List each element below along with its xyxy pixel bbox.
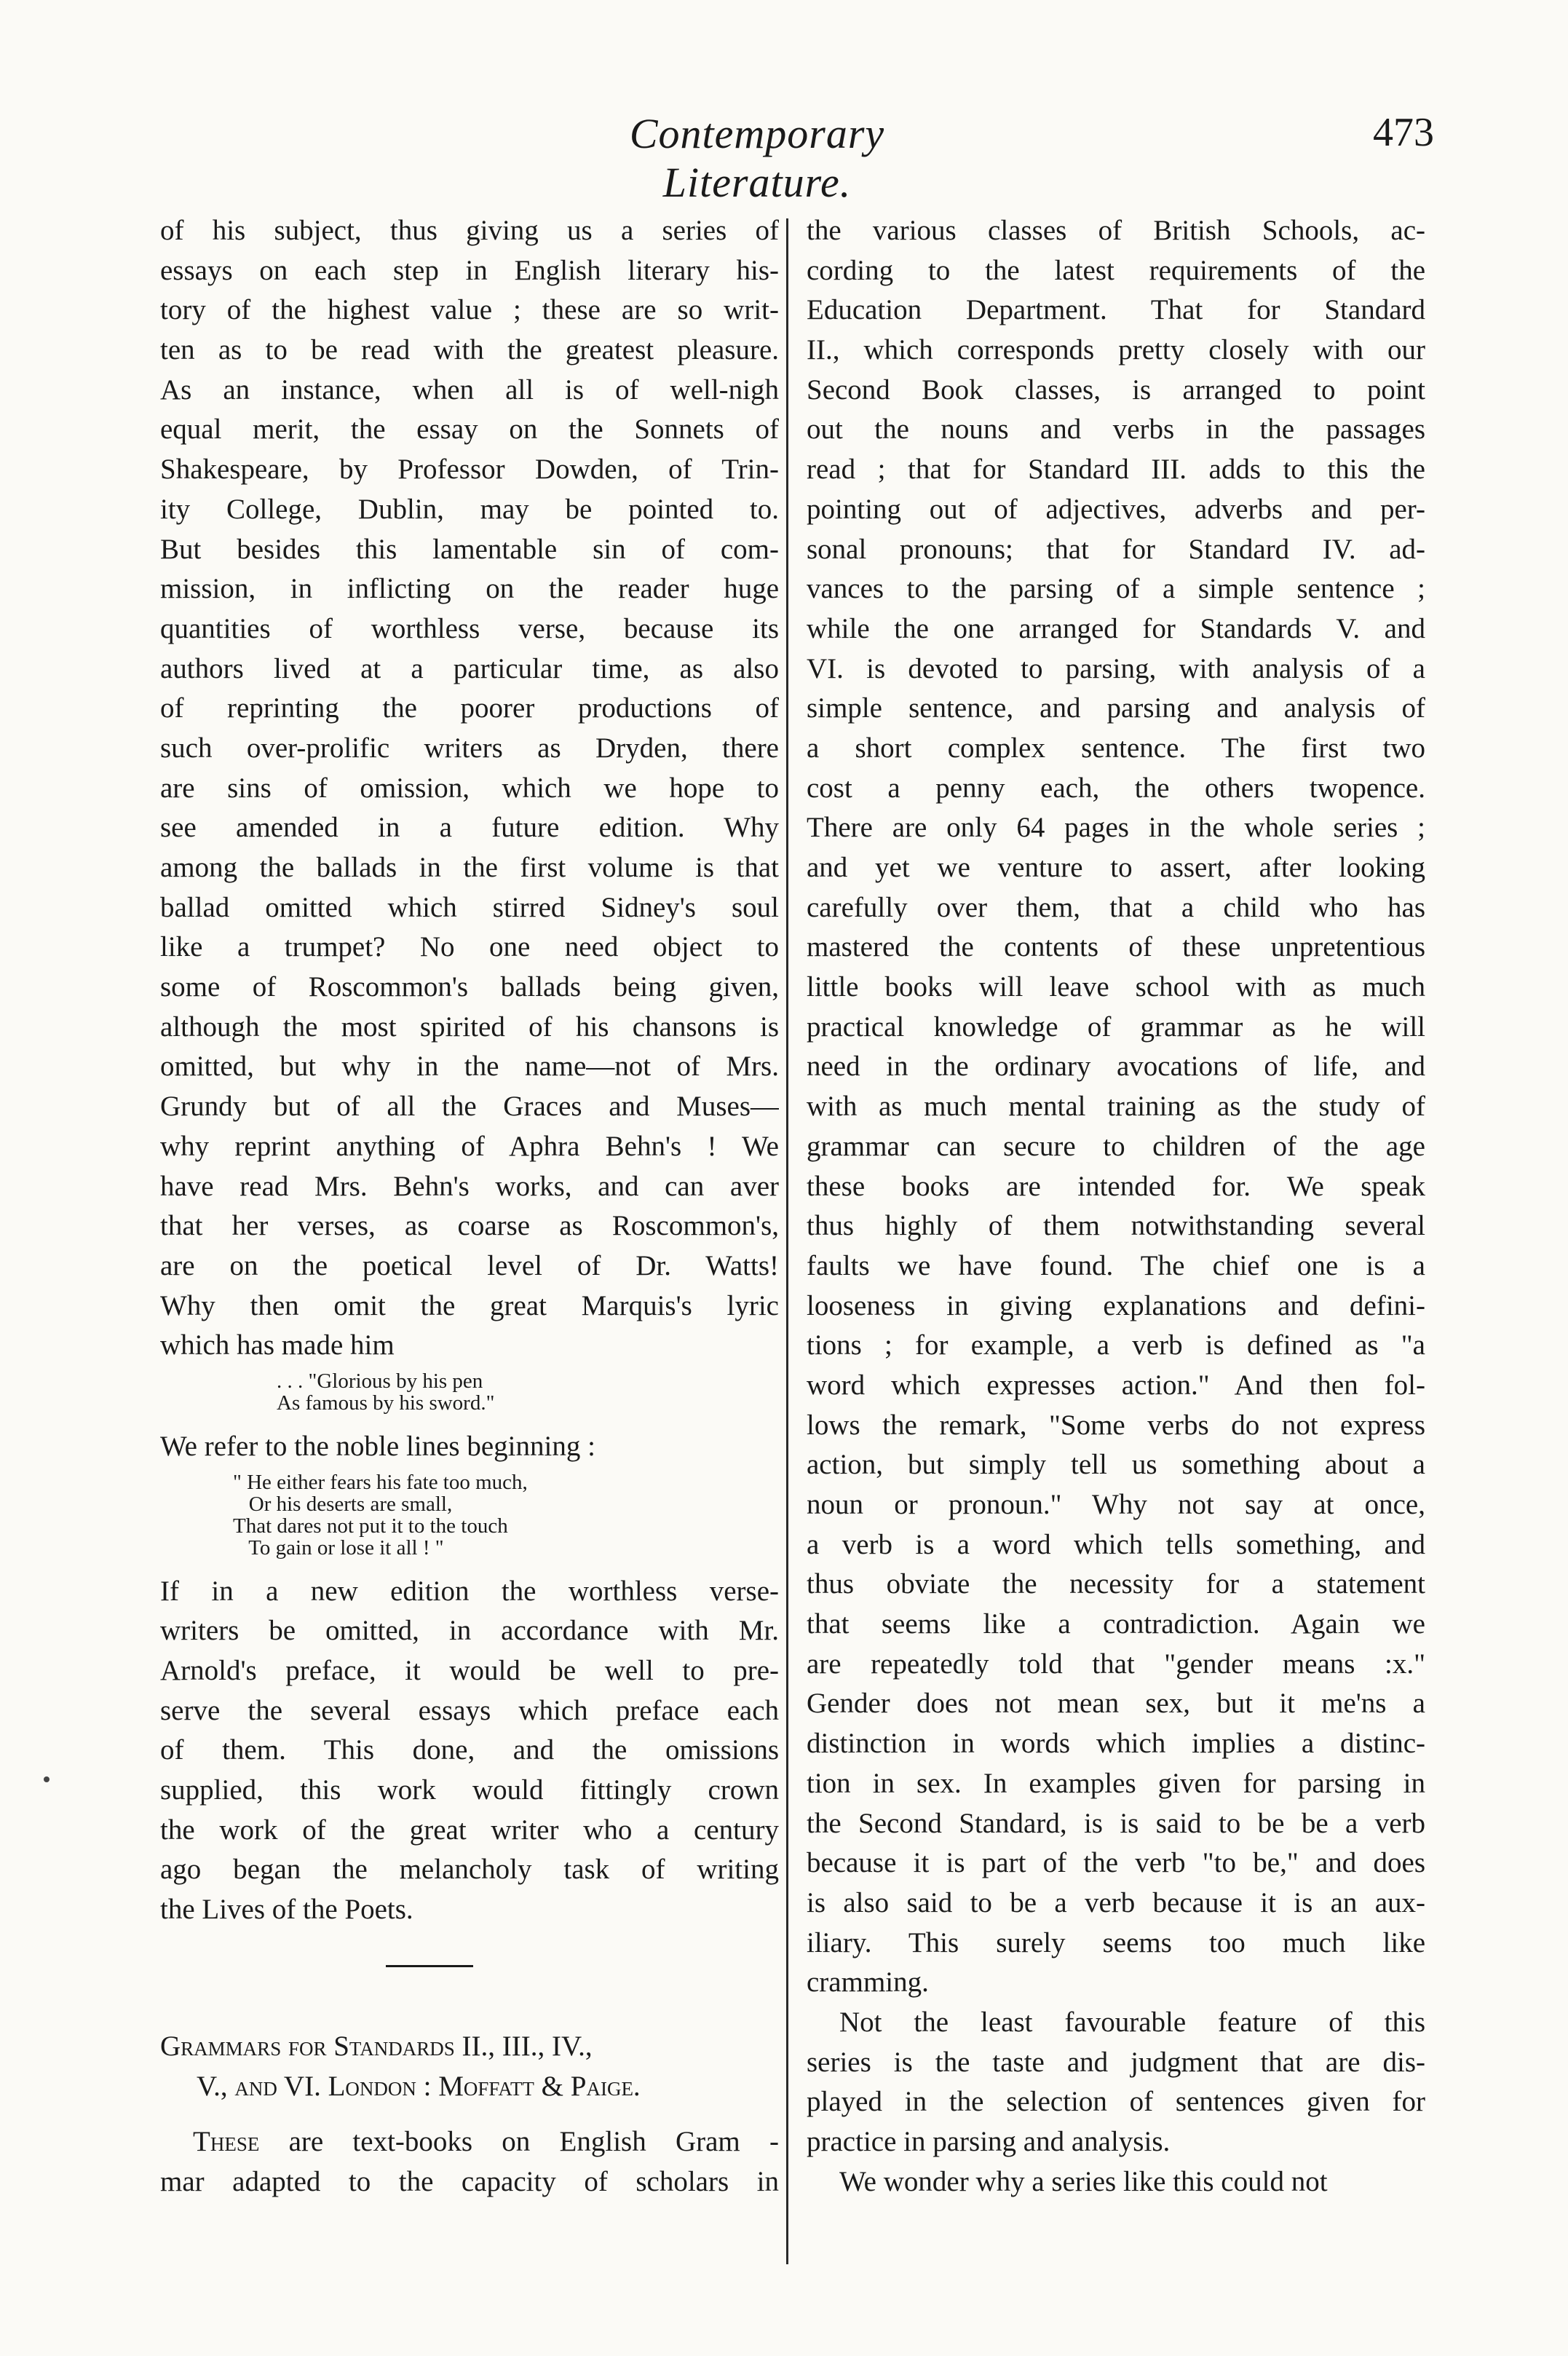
text-line: while the one arranged for Standards V. and [807, 612, 1425, 644]
text-line: sonal pronouns; that for Standard IV. ad- [807, 533, 1425, 565]
text-line: distinction in words which implies a distinc- [807, 1728, 1425, 1760]
text-line: ago began the melancholy task of writing [160, 1854, 779, 1886]
text-line: a verb is a word which tells something, and [807, 1528, 1425, 1560]
text-line: Arnold's preface, it would be well to pre- [160, 1655, 779, 1686]
text-line: are on the poetical level of Dr. Watts! [160, 1249, 779, 1281]
text-line: have read Mrs. Behn's works, and can aver [160, 1170, 779, 1202]
text-line: Second Book classes, is arranged to point [807, 373, 1425, 406]
text-line: of his subject, thus giving us a series of [160, 215, 779, 246]
text-line: looseness in giving explanations and defini- [807, 1289, 1425, 1321]
margin-mark [44, 1776, 50, 1782]
text-line: noun or pronoun." Why not say at once, [807, 1489, 1425, 1520]
verse-line: That dares not put it to the touch [233, 1514, 508, 1538]
text-line: are repeatedly told that "gender means :x." [807, 1648, 1425, 1680]
page-number: 473 [1373, 110, 1434, 155]
text-line: We refer to the noble lines beginning : [160, 1430, 595, 1462]
verse-quotation [160, 1370, 779, 1414]
text-line: the Second Standard, is is said to be be a verb [807, 1807, 1425, 1839]
text-line: pointing out of adjectives, adverbs and per- [807, 493, 1425, 525]
text-line: little books will leave school with as much [807, 971, 1425, 1003]
text-line: Not the least favourable feature of this [839, 2006, 1425, 2038]
review-heading: V., and VI. London : Moffatt & Paige. [197, 2070, 641, 2102]
section-divider [386, 1965, 473, 1967]
text-line: authors lived at a particular time, as also [160, 652, 779, 684]
text-line: supplied, this work would fittingly crown [160, 1774, 779, 1806]
review-heading: Grammars for Standards II., III., IV., [160, 2030, 593, 2062]
text-line: thus obviate the necessity for a statement [807, 1568, 1425, 1600]
text-line: and yet we venture to assert, after looking [807, 852, 1425, 883]
text-line: like a trumpet? No one need object to [160, 931, 779, 963]
text-line: among the ballads in the first volume is that [160, 852, 779, 883]
running-head: Contemporary Literature. [629, 110, 885, 206]
text-line: omitted, but why in the name—not of Mrs. [160, 1051, 779, 1083]
text-line: of them. This done, and the omissions [160, 1734, 779, 1766]
text-line: with as much mental training as the study of [807, 1091, 1425, 1123]
text-line: read ; that for Standard III. adds to this the [807, 454, 1425, 486]
text-line: tions ; for example, a verb is defined as "a [807, 1329, 1425, 1361]
text-line: are sins of omission, which we hope to [160, 772, 779, 804]
text-line: Gender does not mean sex, but it me'ns a [807, 1688, 1425, 1720]
column-rule [786, 218, 788, 2264]
text-line: cost a penny each, the others twopence. [807, 772, 1425, 804]
text-line: writers be omitted, in accordance with Mr. [160, 1615, 779, 1647]
text-line: simple sentence, and parsing and analysis of [807, 692, 1425, 724]
verse-line: . . . "Glorious by his pen [277, 1369, 483, 1393]
text-line: If in a new edition the worthless verse- [160, 1575, 779, 1607]
text-line: these books are intended for. We speak [807, 1170, 1425, 1202]
text-line: see amended in a future edition. Why [160, 812, 779, 844]
text-line: mission, in inflicting on the reader huge [160, 573, 779, 605]
text-line: because it is part of the verb "to be," and does [807, 1847, 1425, 1879]
text-line: the Lives of the Poets. [160, 1894, 413, 1926]
text-line: Education Department. That for Standard [807, 294, 1425, 326]
text-line: There are only 64 pages in the whole series ; [807, 812, 1425, 844]
opening-line-rest: are text-books on English Gram - [259, 2126, 779, 2158]
text-line: grammar can secure to children of the age [807, 1130, 1425, 1162]
text-line: Why then omit the great Marquis's lyric [160, 1289, 779, 1321]
text-line: although the most spirited of his chansons is [160, 1011, 779, 1043]
text-line: equal merit, the essay on the Sonnets of [160, 414, 779, 446]
text-line: mar adapted to the capacity of scholars in [160, 2165, 779, 2197]
text-line: tion in sex. In examples given for parsing in [807, 1767, 1425, 1799]
text-line: need in the ordinary avocations of life, and [807, 1051, 1425, 1083]
text-line: cording to the latest requirements of the [807, 254, 1425, 286]
text-line: Shakespeare, by Professor Dowden, of Trin- [160, 454, 779, 486]
text-line: We wonder why a series like this could not [839, 2165, 1328, 2197]
text-line: But besides this lamentable sin of com- [160, 533, 779, 565]
text-line: mastered the contents of these unpretentious [807, 931, 1425, 963]
text-line: vances to the parsing of a simple sentence ; [807, 573, 1425, 605]
text-line: which has made him [160, 1329, 395, 1361]
text-line: a short complex sentence. The first two [807, 732, 1425, 764]
text-line: carefully over them, that a child who has [807, 891, 1425, 923]
text-line: As an instance, when all is of well-nigh [160, 373, 779, 406]
text-line: out the nouns and verbs in the passages [807, 414, 1425, 446]
text-line: some of Roscommon's ballads being given, [160, 971, 779, 1003]
text-line: iliary. This surely seems too much like [807, 1926, 1425, 1958]
text-line: tory of the highest value ; these are so writ- [160, 294, 779, 326]
text-line: the various classes of British Schools, ac- [807, 215, 1425, 246]
text-line: II., which corresponds pretty closely with our [807, 334, 1425, 366]
text-line: word which expresses action." And then fol- [807, 1369, 1425, 1401]
text-line: lows the remark, "Some verbs do not express [807, 1409, 1425, 1441]
verse-line: To gain or lose it all ! " [233, 1535, 444, 1560]
text-line [160, 2122, 779, 2162]
text-line: practice in parsing and analysis. [807, 2126, 1171, 2157]
verse-line: " He either fears his fate too much, [233, 1470, 528, 1494]
text-line: action, but simply tell us something about a [807, 1449, 1425, 1481]
text-line: cramming. [807, 1966, 929, 1999]
verse-line: Or his deserts are small, [233, 1492, 453, 1516]
text-line: ten as to be read with the greatest pleasure. [160, 334, 779, 366]
verse-line: As famous by his sword." [277, 1391, 495, 1415]
text-line: VI. is devoted to parsing, with analysis of a [807, 652, 1425, 684]
text-line: faults we have found. The chief one is a [807, 1249, 1425, 1281]
text-line: the work of the great writer who a century [160, 1814, 779, 1846]
left-column [160, 211, 779, 2202]
text-line: of reprinting the poorer productions of [160, 692, 779, 724]
text-line: series is the taste and judgment that are dis- [807, 2046, 1425, 2078]
text-line: that her verses, as coarse as Roscommon's, [160, 1210, 779, 1242]
text-line: serve the several essays which preface each [160, 1694, 779, 1726]
text-line: ity College, Dublin, may be pointed to. [160, 493, 779, 525]
text-line: that seems like a contradiction. Again we [807, 1608, 1425, 1640]
verse-quotation [160, 1471, 779, 1559]
text-line: ballad omitted which stirred Sidney's soul [160, 891, 779, 923]
text-line: Grundy but of all the Graces and Muses— [160, 1091, 779, 1123]
right-column [807, 211, 1425, 2202]
text-line: why reprint anything of Aphra Behn's ! We [160, 1130, 779, 1162]
text-line: essays on each step in English literary his- [160, 254, 779, 286]
text-line: played in the selection of sentences given for [807, 2086, 1425, 2118]
text-line: such over-prolific writers as Dryden, there [160, 732, 779, 764]
text-line: quantities of worthless verse, because its [160, 612, 779, 644]
text-line: is also said to be a verb because it is an aux- [807, 1886, 1425, 1918]
text-line: practical knowledge of grammar as he will [807, 1011, 1425, 1043]
text-line: thus highly of them notwithstanding several [807, 1210, 1425, 1242]
small-caps-opening: These [193, 2126, 260, 2158]
